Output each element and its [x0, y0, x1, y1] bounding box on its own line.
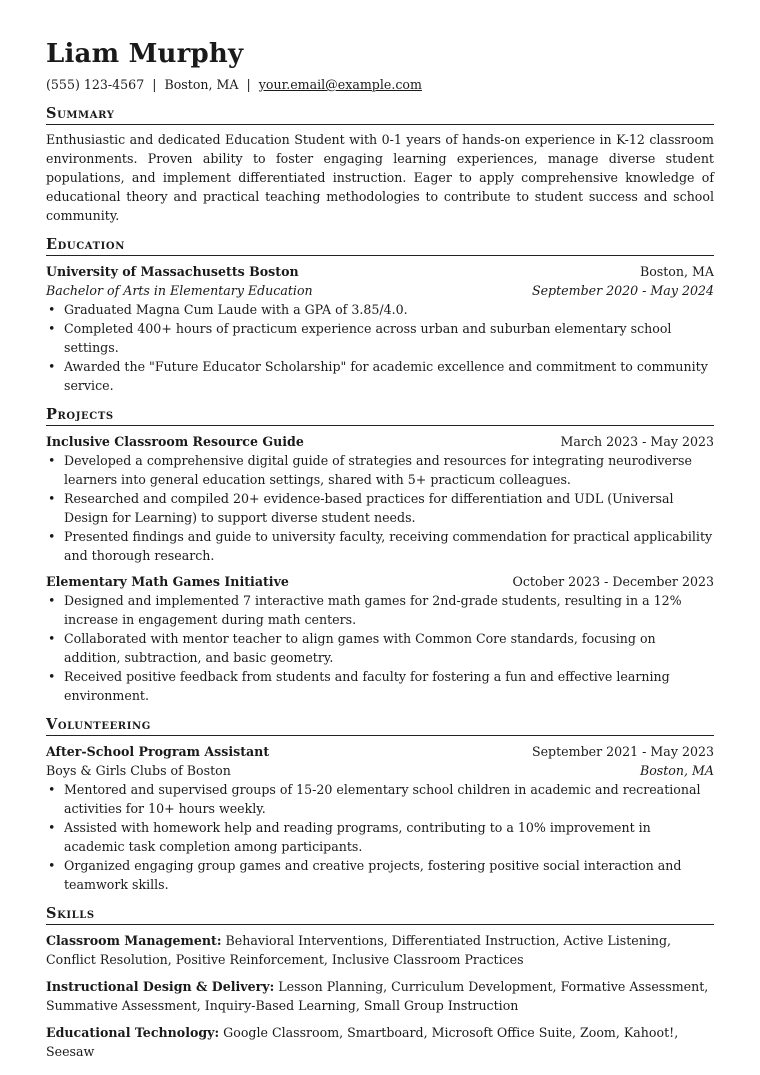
education-bullets: [46, 300, 714, 395]
list-item: • Researched and compiled 20+ evidence-based practices for differentiation and UDL (Universal Design for Learning) to support diverse student needs.: [64, 489, 714, 527]
list-item: • Mentored and supervised groups of 15-20 elementary school children in academic and recreational activities for 10+ hours weekly.: [64, 780, 714, 818]
skill-values: Behavioral Interventions, Differentiated Instruction, Active Listening, Conflict Resolution, Positive Reinforcement, Inclusive Classroom Practices: [46, 933, 672, 967]
summary-section: [46, 104, 714, 225]
skill-line: [46, 1023, 714, 1061]
education-section: [46, 235, 714, 395]
contact-line: [46, 76, 714, 94]
section-title-volunteering: Volunteering: [46, 715, 714, 736]
list-item: • Developed a comprehensive digital guide of strategies and resources for integrating neurodiverse learners into general education settings, shared with 5+ practicum colleagues.: [64, 451, 714, 489]
volunteering-entry: [46, 742, 714, 894]
project-dates: March 2023 - May 2023: [560, 434, 714, 449]
volunteer-organization: Boys & Girls Clubs of Boston: [46, 763, 231, 778]
list-item: • Organized engaging group games and creative projects, fostering positive social interaction and teamwork skills.: [64, 856, 714, 894]
volunteering-bullets: [46, 780, 714, 894]
skill-category: Classroom Management:: [46, 933, 222, 948]
summary-text: Enthusiastic and dedicated Education Student with 0-1 years of hands-on experience in K-12 classroom environments. Proven ability to foster engaging learning experiences, manage diverse student populations, and implement differentiated instruction. Eager to apply comprehensive knowledge of educational theory and practical teaching methodologies to contribute to student success and school community.: [46, 132, 714, 223]
skills-section: [46, 904, 714, 1061]
section-title-projects: Projects: [46, 405, 714, 426]
volunteer-role: After-School Program Assistant: [46, 744, 270, 759]
list-item: • Assisted with homework help and reading programs, contributing to a 10% improvement in academic task completion among participants.: [64, 818, 714, 856]
list-item: • Presented findings and guide to university faculty, receiving commendation for practical applicability and thorough research.: [64, 527, 714, 565]
list-item: • Completed 400+ hours of practicum experience across urban and suburban elementary school settings.: [64, 319, 714, 357]
skill-values: Lesson Planning, Curriculum Development, Formative Assessment, Summative Assessment, Inquiry-Based Learning, Small Group Instruction: [46, 979, 709, 1013]
section-title-summary: Summary: [46, 104, 714, 125]
project-name: Inclusive Classroom Resource Guide: [46, 434, 304, 449]
volunteer-location: Boston, MA: [639, 763, 714, 778]
school-name: University of Massachusetts Boston: [46, 264, 299, 279]
list-item: • Designed and implemented 7 interactive math games for 2nd-grade students, resulting in a 12% increase in engagement during math centers.: [64, 591, 714, 629]
project-dates: October 2023 - December 2023: [512, 574, 714, 589]
project-name: Elementary Math Games Initiative: [46, 574, 289, 589]
skill-line: [46, 977, 714, 1015]
volunteer-dates: September 2021 - May 2023: [531, 744, 714, 759]
candidate-name: Liam Murphy: [46, 39, 244, 69]
project-bullets: [46, 591, 714, 705]
list-item: • Awarded the "Future Educator Scholarship" for academic excellence and commitment to community service.: [64, 357, 714, 395]
section-title-education: Education: [46, 235, 714, 256]
email-link[interactable]: your.email@example.com: [258, 77, 422, 92]
phone-number: (555) 123-4567: [46, 77, 145, 92]
section-title-skills: Skills: [46, 904, 714, 925]
volunteering-section: [46, 715, 714, 894]
contact-separator: |: [152, 77, 157, 92]
project-entry: [46, 572, 714, 705]
education-entry: [46, 262, 714, 395]
contact-separator: |: [246, 77, 251, 92]
degree: Bachelor of Arts in Elementary Education: [46, 283, 313, 298]
school-location: Boston, MA: [639, 264, 714, 279]
education-dates: September 2020 - May 2024: [531, 283, 714, 298]
location: Boston, MA: [164, 77, 239, 92]
project-entry: [46, 432, 714, 565]
projects-section: [46, 405, 714, 705]
skill-category: Educational Technology:: [46, 1025, 220, 1040]
list-item: • Collaborated with mentor teacher to align games with Common Core standards, focusing on addition, subtraction, and basic geometry.: [64, 629, 714, 667]
project-bullets: [46, 451, 714, 565]
list-item: • Received positive feedback from students and faculty for fostering a fun and effective learning environment.: [64, 667, 714, 705]
skill-category: Instructional Design & Delivery:: [46, 979, 275, 994]
skill-line: [46, 931, 714, 969]
skill-values: Google Classroom, Smartboard, Microsoft Office Suite, Zoom, Kahoot!, Seesaw: [46, 1025, 679, 1059]
list-item: • Graduated Magna Cum Laude with a GPA of 3.85/4.0.: [64, 300, 714, 319]
